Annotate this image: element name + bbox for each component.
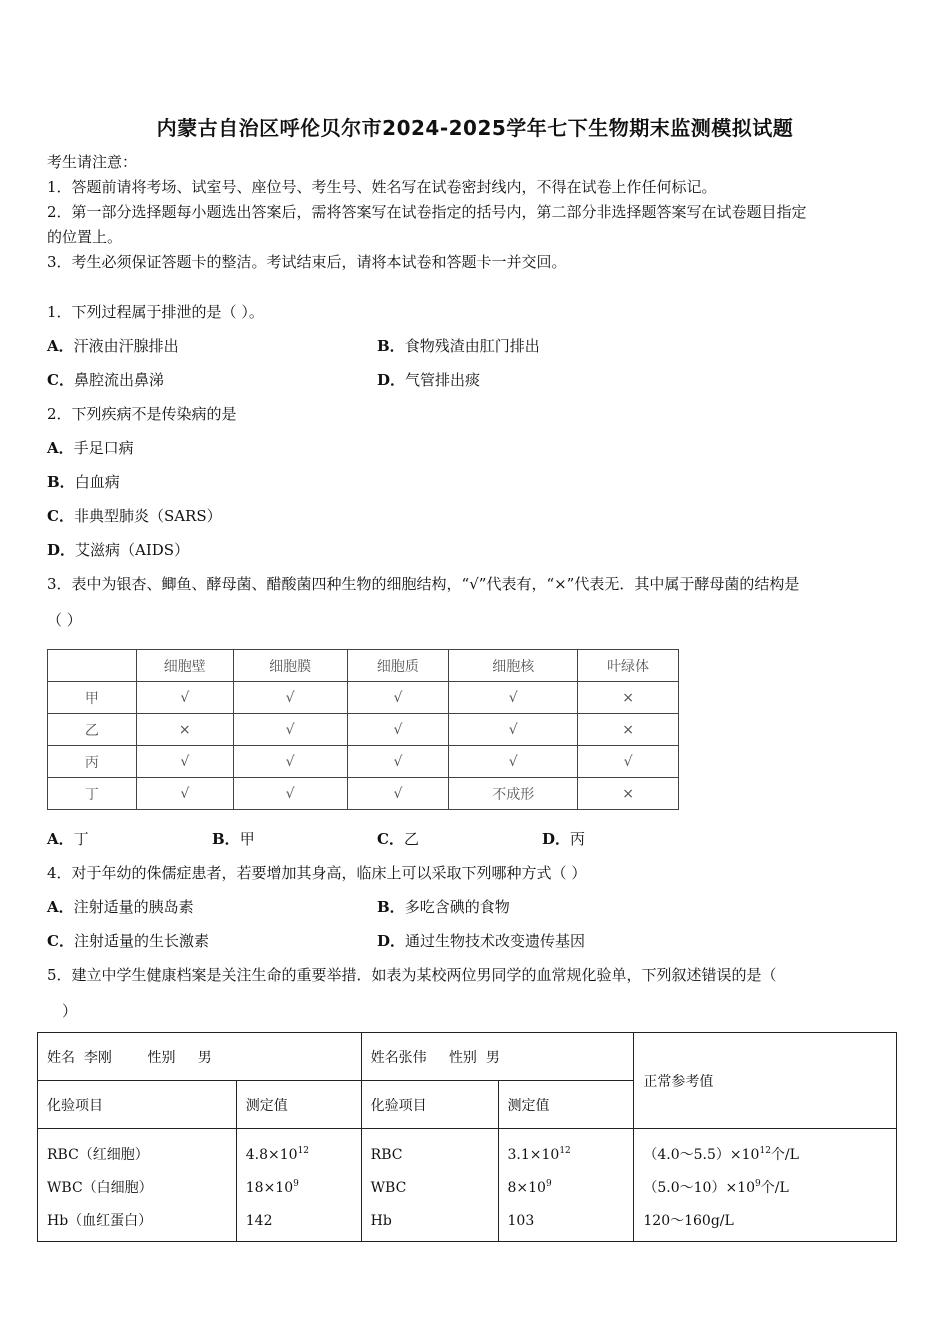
value-base: 4.8×10 bbox=[245, 1147, 298, 1163]
q4-option-a[interactable] bbox=[47, 897, 194, 917]
option-letter: B． bbox=[377, 337, 405, 355]
table-cell: √ bbox=[449, 682, 578, 714]
student-2-items bbox=[361, 1129, 498, 1242]
option-letter: C． bbox=[47, 932, 74, 950]
value-base: （5.0～10）×10 bbox=[643, 1180, 756, 1196]
value-exponent: 9 bbox=[545, 1179, 552, 1189]
option-text: 手足口病 bbox=[73, 439, 134, 457]
table-cell: 丙 bbox=[48, 746, 137, 778]
option-letter: B． bbox=[47, 473, 75, 491]
table-cell: √ bbox=[136, 746, 233, 778]
value-hb: 103 bbox=[507, 1213, 535, 1229]
option-text: 注射适量的胰岛素 bbox=[73, 898, 194, 916]
table-header-cell: 细胞核 bbox=[449, 650, 578, 682]
question-3-stem: 3．表中为银杏、鲫鱼、酵母菌、醋酸菌四种生物的细胞结构，“√”代表有，“×”代表无．其中属于酵母菌的结构是 bbox=[47, 575, 800, 593]
table-row bbox=[38, 1129, 897, 1242]
reference-rbc bbox=[643, 1139, 887, 1172]
table-cell: 甲 bbox=[48, 682, 137, 714]
table-cell: 不成形 bbox=[449, 778, 578, 810]
reference-wbc bbox=[643, 1172, 887, 1205]
table-cell: √ bbox=[347, 714, 449, 746]
option-letter: C． bbox=[47, 507, 74, 525]
table-cell: × bbox=[136, 714, 233, 746]
option-letter: A． bbox=[47, 830, 74, 848]
option-letter: D． bbox=[542, 830, 571, 848]
page-title: 内蒙古自治区呼伦贝尔市2024-2025学年七下生物期末监测模拟试题 bbox=[156, 116, 794, 140]
table-header-cell: 细胞质 bbox=[347, 650, 449, 682]
q1-option-b[interactable] bbox=[377, 336, 540, 356]
option-letter: C． bbox=[377, 830, 404, 848]
table-row bbox=[48, 746, 679, 778]
student-1-values bbox=[236, 1129, 361, 1242]
value-hb: 142 bbox=[245, 1213, 273, 1229]
q4-option-d[interactable] bbox=[377, 931, 585, 951]
option-text: 非典型肺炎（SARS） bbox=[73, 507, 222, 525]
item-rbc: RBC bbox=[370, 1147, 403, 1163]
notice-item-2-continued: 的位置上。 bbox=[47, 228, 123, 246]
q2-option-b[interactable] bbox=[47, 472, 120, 492]
option-text: 注射适量的生长激素 bbox=[73, 932, 209, 950]
table-cell: × bbox=[578, 714, 679, 746]
table-cell: √ bbox=[578, 746, 679, 778]
table-cell: × bbox=[578, 682, 679, 714]
value-unit: 个/L bbox=[770, 1147, 799, 1163]
option-letter: B． bbox=[212, 830, 240, 848]
value-exponent: 12 bbox=[559, 1146, 571, 1156]
option-letter: D． bbox=[377, 932, 406, 950]
table-header-cell: 叶绿体 bbox=[578, 650, 679, 682]
option-text: 汗液由汗腺排出 bbox=[73, 337, 179, 355]
notice-item-2: 2．第一部分选择题每小题选出答案后，需将答案写在试卷指定的括号内，第二部分非选择题答案写在试卷题目指定 bbox=[47, 203, 807, 221]
item-header: 化验项目 bbox=[38, 1081, 237, 1129]
table-row bbox=[48, 778, 679, 810]
item-header: 化验项目 bbox=[361, 1081, 498, 1129]
notice-heading: 考生请注意： bbox=[47, 153, 138, 171]
option-text: 鼻腔流出鼻涕 bbox=[73, 371, 164, 389]
q4-option-c[interactable] bbox=[47, 931, 209, 951]
q3-option-b[interactable] bbox=[212, 829, 255, 849]
q2-option-a[interactable] bbox=[47, 438, 134, 458]
option-text: 食物残渣由肛门排出 bbox=[404, 337, 540, 355]
value-exponent: 9 bbox=[293, 1179, 299, 1189]
cell-structure-table bbox=[47, 649, 679, 810]
item-rbc: RBC（红细胞） bbox=[47, 1147, 149, 1163]
table-cell: 丁 bbox=[48, 778, 137, 810]
table-cell: √ bbox=[233, 714, 347, 746]
table-cell: √ bbox=[347, 682, 449, 714]
table-cell: √ bbox=[233, 746, 347, 778]
q2-option-d[interactable] bbox=[47, 540, 189, 560]
option-text: 丁 bbox=[73, 830, 89, 848]
item-hb: Hb（血红蛋白） bbox=[47, 1213, 153, 1229]
value-base: 8×10 bbox=[507, 1180, 546, 1196]
notice-item-3: 3．考生必须保证答题卡的整洁。考试结束后，请将本试卷和答题卡一并交回。 bbox=[47, 253, 567, 271]
table-row bbox=[48, 714, 679, 746]
option-letter: D． bbox=[47, 541, 76, 559]
option-letter: A． bbox=[47, 439, 74, 457]
option-text: 通过生物技术改变遗传基因 bbox=[405, 932, 586, 950]
table-cell: 乙 bbox=[48, 714, 137, 746]
value-base: 18×10 bbox=[245, 1180, 294, 1196]
option-letter: C． bbox=[47, 371, 74, 389]
value-wbc bbox=[508, 1172, 625, 1205]
q2-option-c[interactable] bbox=[47, 506, 222, 526]
option-text: 多吃含碘的食物 bbox=[404, 898, 510, 916]
table-header-cell: 细胞壁 bbox=[136, 650, 233, 682]
question-3-answer-blank: （ ） bbox=[47, 611, 82, 629]
student-2-info: 姓名张伟 性别 男 bbox=[361, 1033, 634, 1081]
value-rbc bbox=[508, 1139, 625, 1172]
table-cell: √ bbox=[347, 778, 449, 810]
reference-header: 正常参考值 bbox=[634, 1033, 897, 1129]
student-1-items bbox=[38, 1129, 237, 1242]
option-text: 艾滋病（AIDS） bbox=[75, 541, 190, 559]
reference-hb: 120～160g/L bbox=[643, 1213, 734, 1229]
table-row bbox=[48, 682, 679, 714]
item-wbc: WBC bbox=[370, 1180, 407, 1196]
notice-item-1: 1．答题前请将考场、试室号、座位号、考生号、姓名写在试卷密封线内，不得在试卷上作任何标记。 bbox=[47, 178, 717, 196]
table-cell: √ bbox=[449, 746, 578, 778]
option-text: 白血病 bbox=[74, 473, 120, 491]
q1-option-d[interactable] bbox=[377, 370, 480, 390]
question-4-stem: 4．对于年幼的侏儒症患者，若要增加其身高，临床上可以采取下列哪种方式（ ） bbox=[47, 864, 587, 882]
table-header-cell bbox=[48, 650, 137, 682]
table-cell: √ bbox=[449, 714, 578, 746]
question-2-stem: 2．下列疾病不是传染病的是 bbox=[47, 405, 237, 423]
option-text: 气管排出痰 bbox=[405, 371, 481, 389]
value-exponent: 9 bbox=[755, 1179, 761, 1189]
value-header: 测定值 bbox=[236, 1081, 361, 1129]
table-cell: × bbox=[578, 778, 679, 810]
question-5-stem-end: ） bbox=[62, 1002, 78, 1020]
value-base: （4.0～5.5）×10 bbox=[643, 1147, 760, 1163]
value-header: 测定值 bbox=[498, 1081, 634, 1129]
table-header-row bbox=[48, 650, 679, 682]
value-rbc bbox=[246, 1139, 352, 1172]
table-row bbox=[38, 1033, 897, 1081]
q3-option-d[interactable] bbox=[542, 829, 585, 849]
q4-option-b[interactable] bbox=[377, 897, 510, 917]
q1-option-a[interactable] bbox=[47, 336, 179, 356]
q1-option-c[interactable] bbox=[47, 370, 164, 390]
value-exponent: 12 bbox=[759, 1146, 771, 1156]
option-text: 甲 bbox=[239, 830, 255, 848]
option-letter: D． bbox=[377, 371, 406, 389]
value-exponent: 12 bbox=[297, 1146, 310, 1156]
value-wbc bbox=[246, 1172, 352, 1205]
option-letter: A． bbox=[47, 337, 74, 355]
table-cell: √ bbox=[347, 746, 449, 778]
option-text: 乙 bbox=[403, 830, 419, 848]
reference-values bbox=[634, 1129, 897, 1242]
value-unit: 个/L bbox=[760, 1180, 789, 1196]
item-hb: Hb bbox=[370, 1213, 392, 1229]
student-2-values bbox=[498, 1129, 634, 1242]
question-1-stem: 1．下列过程属于排泄的是（ ）。 bbox=[47, 303, 264, 321]
option-letter: A． bbox=[47, 898, 74, 916]
table-cell: √ bbox=[136, 778, 233, 810]
question-5-stem: 5．建立中学生健康档案是关注生命的重要举措．如表为某校两位男同学的血常规化验单，下列叙述错误的是（ bbox=[47, 966, 777, 984]
option-letter: B． bbox=[377, 898, 405, 916]
table-cell: √ bbox=[233, 682, 347, 714]
student-1-info: 姓名 李刚 性别 男 bbox=[38, 1033, 362, 1081]
table-cell: √ bbox=[233, 778, 347, 810]
item-wbc: WBC（白细胞） bbox=[47, 1180, 153, 1196]
table-cell: √ bbox=[136, 682, 233, 714]
q3-option-c[interactable] bbox=[377, 829, 419, 849]
value-base: 3.1×10 bbox=[507, 1147, 560, 1163]
blood-test-table bbox=[37, 1032, 897, 1242]
table-header-cell: 细胞膜 bbox=[233, 650, 347, 682]
option-text: 丙 bbox=[570, 830, 586, 848]
q3-option-a[interactable] bbox=[47, 829, 89, 849]
